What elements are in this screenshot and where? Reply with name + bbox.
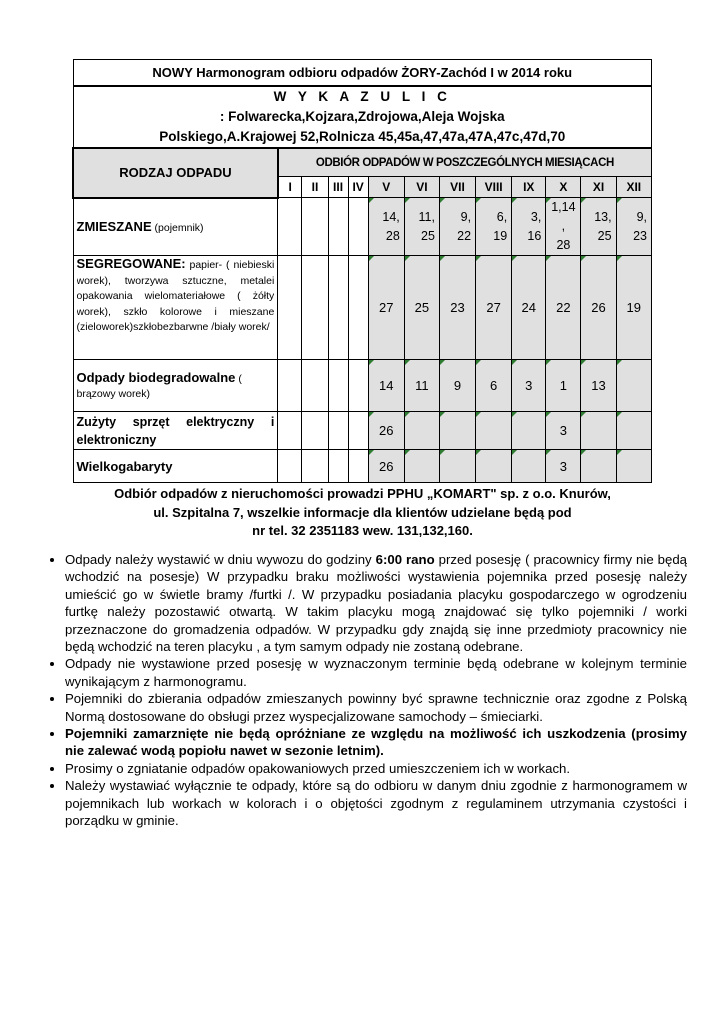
collection-days: 9, 23	[633, 209, 647, 243]
schedule-cell	[404, 198, 439, 256]
row-bulky	[73, 450, 652, 483]
cell-marker-icon	[617, 450, 622, 455]
collection-days: 26	[378, 458, 394, 474]
schedule-cell	[368, 360, 404, 412]
schedule-cell	[546, 412, 581, 450]
schedule-cell	[368, 198, 404, 256]
row-name: SEGREGOWANE:	[76, 256, 186, 271]
row-note: papier- ( niebieski worek), tworzywa sztuczne, metalei opakowania wielomateriałowe ( żółty worek), szkło kolorowe i mieszane (zieloworek)szkłobezbarwne /biały worek/	[76, 259, 275, 333]
collection-days: 11, 25	[418, 209, 435, 243]
cell-marker-icon	[440, 360, 445, 365]
cell-marker-icon	[512, 360, 517, 365]
month-header-5: V	[368, 177, 404, 198]
collection-days: 3, 16	[527, 209, 542, 243]
collection-days: 14, 28	[382, 209, 400, 243]
bulky-waste-label	[73, 450, 278, 483]
schedule-cell	[278, 412, 302, 450]
cell-marker-icon	[440, 256, 445, 261]
collection-days: 27	[378, 300, 394, 315]
row-note: ( brązowy worek)	[76, 372, 242, 400]
row-mixed	[73, 198, 652, 256]
collection-days: 13	[591, 378, 606, 393]
schedule-cell	[368, 450, 404, 483]
collection-days: 9	[453, 378, 462, 393]
schedule-cell	[348, 412, 368, 450]
schedule-cell	[476, 412, 512, 450]
cell-marker-icon	[581, 450, 586, 455]
cell-marker-icon	[476, 450, 481, 455]
cell-marker-icon	[440, 412, 445, 417]
cell-marker-icon	[440, 450, 445, 455]
collection-days: 3	[559, 423, 567, 438]
schedule-cell	[512, 256, 546, 360]
cell-marker-icon	[546, 450, 551, 455]
row-name: ZMIESZANE	[76, 219, 152, 235]
segregated-text	[77, 256, 275, 356]
schedule-cell	[302, 450, 328, 483]
schedule-cell	[439, 198, 475, 256]
streets-prefix: W Y K A Z U L I C	[273, 89, 451, 104]
cell-marker-icon	[405, 198, 410, 203]
biodegradable-waste-label	[73, 360, 278, 412]
schedule-cell	[616, 198, 651, 256]
streets-line-2: Polskiego,A.Krajowej 52,Rolnicza 45,45a,47,47a,47A,47c,47d,70	[159, 129, 566, 144]
mixed-waste-label	[73, 198, 278, 256]
collection-days: 24	[521, 300, 536, 315]
collection-days: 6	[490, 378, 498, 393]
rule-item: • Należy wystawiać wyłącznie te odpady, które są do odbioru w danym dniu zgodnie z harmonogramem w pojemnikach lub workach w kolorach i o objętości zgodnym z regulaminem utrzymania czystości i porządku w gminie.	[65, 777, 687, 829]
cell-marker-icon	[476, 412, 481, 417]
month-header-2: II	[302, 177, 328, 198]
schedule-cell	[302, 198, 328, 256]
schedule-cell	[546, 198, 581, 256]
rule-item: • Odpady nie wystawione przed posesję w wyznaczonym terminie będą odebrane w kolejnym terminie wynikającym z harmonogramu.	[65, 655, 687, 690]
rule-item: • Pojemniki zamarznięte nie będą opróżniane ze względu na możliwość ich uszkodzenia (prosimy nie zalewać wodą popiołu nawet w sezonie letnim).	[65, 725, 687, 760]
schedule-cell	[616, 360, 651, 412]
collection-days: 23	[450, 300, 465, 315]
segregated-waste-label	[73, 256, 278, 360]
row-name: Odpady biodegradowalne	[76, 369, 236, 385]
schedule-cell	[302, 256, 328, 360]
schedule-cell	[616, 256, 651, 360]
collection-days: 3	[525, 378, 533, 393]
schedule-cell	[348, 360, 368, 412]
rule-text: Odpady należy wystawić w dniu wywozu do godziny	[65, 552, 376, 567]
schedule-cell	[546, 450, 581, 483]
schedule-cell	[302, 412, 328, 450]
schedule-cell	[581, 198, 616, 256]
month-header-6: VI	[404, 177, 439, 198]
cell-marker-icon	[476, 256, 481, 261]
schedule-cell	[476, 360, 512, 412]
cell-marker-icon	[581, 256, 586, 261]
schedule-cell	[581, 450, 616, 483]
cell-marker-icon	[512, 198, 517, 203]
month-header-3: III	[328, 177, 348, 198]
cell-marker-icon	[581, 198, 586, 203]
cell-marker-icon	[440, 198, 445, 203]
month-header-4: IV	[348, 177, 368, 198]
schedule-cell	[546, 256, 581, 360]
rules-list	[44, 551, 687, 830]
cell-marker-icon	[546, 412, 551, 417]
collection-days: 1	[559, 378, 567, 393]
collection-months-header: ODBIÓR ODPADÓW W POSZCZEGÓLNYCH MIESIĄCACH	[278, 148, 652, 177]
schedule-cell	[512, 450, 546, 483]
schedule-cell	[581, 256, 616, 360]
streets-list	[73, 86, 652, 148]
schedule-table	[72, 59, 652, 483]
schedule-title: NOWY Harmonogram odbioru odpadów ŻORY-Zachód I w 2014 roku	[73, 60, 652, 87]
collection-days: 26	[378, 423, 394, 438]
schedule-cell	[512, 412, 546, 450]
month-header-12: XII	[616, 177, 651, 198]
collection-days: 25	[414, 300, 430, 315]
collection-days: 27	[486, 300, 501, 315]
row-biodegradable	[73, 360, 652, 412]
schedule-cell	[439, 360, 475, 412]
rule-item	[65, 551, 687, 655]
operator-info-line-2: ul. Szpitalna 7, wszelkie informacje dla klientów udzielane będą pod	[153, 504, 572, 520]
schedule-cell	[278, 256, 302, 360]
collection-days: 3	[559, 458, 567, 474]
collection-days: 22	[556, 300, 571, 315]
cell-marker-icon	[617, 412, 622, 417]
schedule-cell	[368, 412, 404, 450]
schedule-cell	[476, 450, 512, 483]
cell-marker-icon	[369, 198, 374, 203]
waste-type-header	[73, 148, 278, 198]
schedule-cell	[328, 360, 348, 412]
schedule-cell	[512, 360, 546, 412]
schedule-cell	[404, 450, 439, 483]
row-segregated	[73, 256, 652, 360]
cell-marker-icon	[617, 360, 622, 365]
cell-marker-icon	[512, 256, 517, 261]
rule-item: • Prosimy o zgniatanie odpadów opakowaniowych przed umieszczeniem ich w workach.	[65, 760, 687, 777]
month-header-10: X	[546, 177, 581, 198]
schedule-cell	[581, 360, 616, 412]
month-header-9: IX	[512, 177, 546, 198]
schedule-cell	[439, 412, 475, 450]
schedule-cell	[546, 360, 581, 412]
rule-deadline: 6:00 rano	[375, 552, 435, 567]
schedule-cell	[616, 450, 651, 483]
cell-marker-icon	[405, 360, 410, 365]
operator-info-line-1: Odbiór odpadów z nieruchomości prowadzi PPHU „KOMART" sp. z o.o. Knurów,	[114, 486, 611, 501]
schedule-cell	[328, 256, 348, 360]
row-name: Wielkogabaryty	[76, 458, 173, 474]
schedule-cell	[348, 256, 368, 360]
cell-marker-icon	[581, 412, 586, 417]
collection-days: 9, 22	[457, 209, 472, 243]
schedule-cell	[302, 360, 328, 412]
cell-marker-icon	[512, 450, 517, 455]
cell-marker-icon	[546, 198, 551, 203]
cell-marker-icon	[405, 256, 410, 261]
cell-marker-icon	[581, 360, 586, 365]
collection-days: 6, 19	[493, 209, 508, 243]
row-note: (pojemnik)	[151, 222, 204, 235]
collection-days: 14	[378, 378, 394, 393]
operator-info-line-3: nr tel. 32 2351183 wew. 131,132,160.	[252, 523, 473, 538]
row-electronics	[73, 412, 652, 450]
cell-marker-icon	[405, 450, 410, 455]
collection-days: 19	[626, 300, 642, 315]
collection-days: 26	[591, 300, 606, 315]
schedule-cell	[512, 198, 546, 256]
schedule-cell	[476, 256, 512, 360]
schedule-cell	[439, 256, 475, 360]
schedule-cell	[581, 412, 616, 450]
schedule-cell	[439, 450, 475, 483]
cell-marker-icon	[617, 198, 622, 203]
schedule-cell	[368, 256, 404, 360]
cell-marker-icon	[369, 450, 374, 455]
cell-marker-icon	[369, 256, 374, 261]
rule-item: • Pojemniki do zbierania odpadów zmieszanych powinny być sprawne technicznie oraz zgodne z Polską Normą dostosowane do obsługi przez wyspecjalizowane samochody – śmieciarki.	[65, 690, 687, 725]
month-header-7: VII	[439, 177, 475, 198]
schedule-cell	[348, 198, 368, 256]
collection-days: 1,14 , 28	[551, 200, 576, 252]
month-header-8: VIII	[476, 177, 512, 198]
cell-marker-icon	[476, 198, 481, 203]
collection-days: 11	[415, 378, 429, 393]
month-header-11: XI	[581, 177, 616, 198]
cell-marker-icon	[369, 412, 374, 417]
streets-line-1-rest: : Folwarecka,Kojzara,Zdrojowa,Aleja Wojska	[219, 109, 505, 124]
collection-days: 13, 25	[594, 209, 612, 243]
schedule-cell	[278, 360, 302, 412]
schedule-cell	[278, 450, 302, 483]
cell-marker-icon	[369, 360, 374, 365]
cell-marker-icon	[546, 256, 551, 261]
schedule-cell	[404, 412, 439, 450]
schedule-cell	[404, 256, 439, 360]
streets-line-1	[74, 87, 652, 127]
cell-marker-icon	[476, 360, 481, 365]
rule-text: przed posesję ( pracownicy firmy nie będą wchodzić na posesje) W przypadku braku możliwości wystawienia pojemnika przed posesję należy umieścić go w świetle bramy /furtki /. W przypadku posiadania placyku gospodarczego w ogrodzeniu furtkę należy pozostawić otwartą. W takim placyku mogą znajdować się tylko pojemniki / worki przeznaczone do gromadzenia odpadów. W przypadku gdy znajdą się inne przedmioty pracownicy nie będą wchodzić na teren placyku , a tym samym odpady nie zostaną odebrane.	[65, 552, 687, 655]
schedule-cell	[328, 450, 348, 483]
month-header-1: I	[278, 177, 302, 198]
cell-marker-icon	[405, 412, 410, 417]
cell-marker-icon	[617, 256, 622, 261]
schedule-cell	[328, 198, 348, 256]
electronics-waste-label: Zużyty sprzęt elektryczny i elektroniczny	[73, 412, 278, 450]
waste-type-header-label: RODZAJ ODPADU	[119, 165, 232, 181]
schedule-cell	[278, 198, 302, 256]
schedule-cell	[476, 198, 512, 256]
operator-info	[60, 485, 665, 541]
schedule-cell	[328, 412, 348, 450]
schedule-cell	[616, 412, 651, 450]
schedule-cell	[348, 450, 368, 483]
cell-marker-icon	[512, 412, 517, 417]
schedule-cell	[404, 360, 439, 412]
cell-marker-icon	[546, 360, 551, 365]
